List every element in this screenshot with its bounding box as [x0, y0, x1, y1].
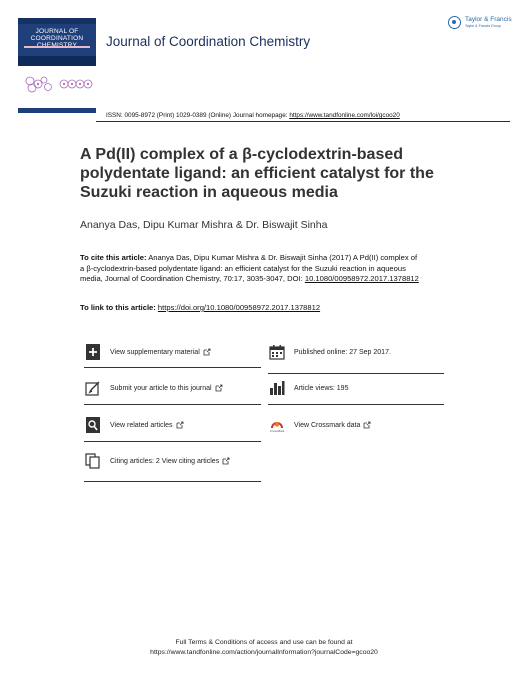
row-divider — [268, 373, 444, 374]
external-link-icon — [203, 348, 211, 356]
submit-article-label: Submit your article to this journal — [110, 384, 212, 392]
citation-doi-link[interactable]: 10.1080/00958972.2017.1378812 — [304, 274, 419, 283]
calendar-icon — [268, 343, 286, 361]
cover-bottom-bar — [18, 56, 96, 66]
journal-title[interactable]: Journal of Coordination Chemistry — [106, 34, 311, 49]
footer — [0, 638, 528, 657]
article-authors: Ananya Das, Dipu Kumar Mishra & Dr. Biswajit Sinha — [80, 219, 328, 231]
external-link-icon — [176, 421, 184, 429]
publisher-name: Taylor & Francis — [465, 16, 512, 23]
issn-line — [106, 112, 400, 119]
cover-line-2: COORDINATION — [30, 35, 84, 42]
citing-articles-label: Citing articles: 2 View citing articles — [110, 457, 220, 465]
row-divider — [84, 367, 261, 368]
article-title: A Pd(II) complex of a β-cyclodextrin-based polydentate ligand: an efficient catalyst for the Suzuki reaction in aqueous media — [80, 146, 434, 201]
article-link-label: To link to this article: — [80, 303, 158, 312]
journal-homepage-link[interactable]: https://www.tandfonline.com/loi/gcoo20 — [289, 112, 400, 119]
cover-top-band — [18, 18, 96, 24]
crossmark-item[interactable] — [268, 415, 371, 435]
cover-stripe — [24, 46, 90, 48]
row-divider — [84, 441, 261, 442]
publisher-subname: Taylor & Francis Group — [465, 24, 501, 28]
footer-terms-link[interactable]: https://www.tandfonline.com/action/journalInformation?journalCode=gcoo20 — [150, 648, 378, 656]
crossmark-logo-text: CrossMark — [269, 428, 285, 433]
bar-chart-icon — [268, 379, 286, 397]
plus-document-icon — [84, 343, 102, 361]
article-views-label: Article views: 195 — [294, 384, 349, 392]
external-link-icon — [215, 384, 223, 392]
citation-block — [80, 253, 420, 285]
row-divider — [84, 481, 261, 482]
journal-cover — [18, 18, 96, 66]
search-document-icon — [84, 416, 102, 434]
external-link-icon — [222, 457, 230, 465]
citing-articles-item[interactable] — [84, 451, 230, 471]
crossmark-icon — [268, 416, 286, 434]
published-online-item — [268, 342, 391, 362]
molecule-graphic — [18, 72, 96, 96]
related-articles-item[interactable] — [84, 415, 184, 435]
issn-text: ISSN: 0095-8972 (Print) 1029-0389 (Online) Journal homepage: — [106, 112, 290, 119]
publisher-logo[interactable] — [448, 14, 518, 36]
publisher-logo-icon — [448, 16, 461, 29]
related-articles-label: View related articles — [110, 421, 173, 429]
row-divider — [84, 404, 261, 405]
copy-documents-icon — [84, 452, 102, 470]
edit-icon — [84, 379, 102, 397]
article-doi-link[interactable]: https://doi.org/10.1080/00958972.2017.1378812 — [157, 303, 321, 312]
citation-text: Ananya Das, Dipu Kumar Mishra & Dr. Biswajit Sinha (2017) A Pd(II) complex of a β-cyclodextrin-based polydentate ligand: an efficient catalyst for the Suzuki reaction in aqueous media, Journal of Coordination Chemistry, 70:17, 3035-3047, DOI: — [80, 253, 418, 283]
row-divider — [268, 404, 444, 405]
published-online-label: Published online: 27 Sep 2017. — [294, 348, 391, 356]
header-rule — [96, 121, 510, 122]
article-views-item — [268, 378, 348, 398]
citation-label: To cite this article: — [80, 253, 147, 262]
cover-thin-bar — [18, 108, 96, 113]
cover-line-1: JOURNAL OF — [35, 28, 79, 35]
submit-article-item[interactable] — [84, 378, 223, 398]
supplementary-material-label: View supplementary material — [110, 348, 200, 356]
crossmark-label: View Crossmark data — [294, 421, 361, 429]
footer-line-1: Full Terms & Conditions of access and use can be found at — [175, 639, 353, 646]
external-link-icon — [363, 421, 371, 429]
article-link-block — [80, 303, 320, 312]
supplementary-material-item[interactable] — [84, 342, 211, 362]
